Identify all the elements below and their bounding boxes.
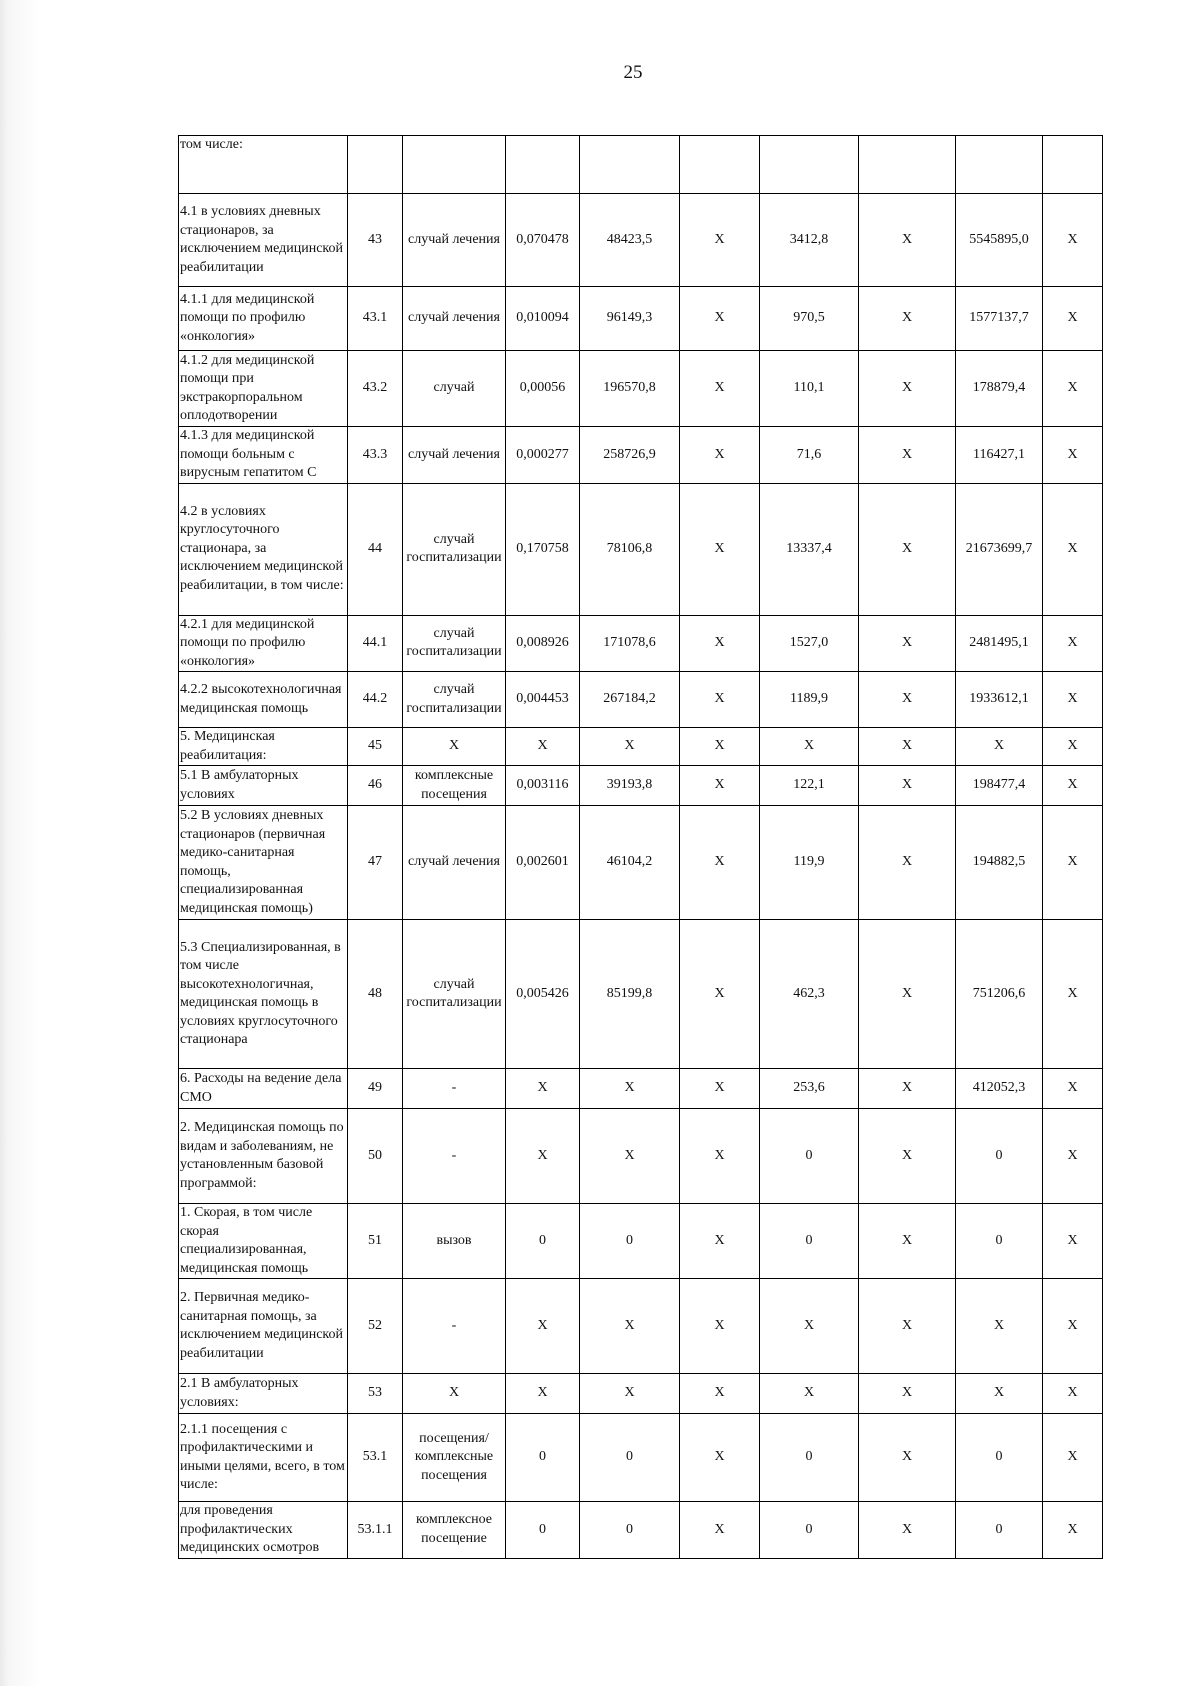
value-cell-9: Х: [1043, 287, 1103, 351]
value-cell-5: Х: [680, 1502, 760, 1559]
value-cell-8: 0: [956, 1502, 1043, 1559]
value-cell-8: 0: [956, 1204, 1043, 1279]
value-cell-6: Х: [760, 1374, 859, 1414]
row-number-cell: 43.3: [348, 427, 403, 484]
value-cell-9: Х: [1043, 1414, 1103, 1502]
unit-cell: случай лечения: [403, 287, 506, 351]
value-cell-7: Х: [859, 1069, 956, 1109]
table-row: [179, 1069, 1103, 1109]
cost-cell: 39193,8: [580, 766, 680, 806]
row-number-cell: 47: [348, 806, 403, 920]
norm-cell: Х: [506, 1374, 580, 1414]
value-cell-9: Х: [1043, 351, 1103, 427]
value-cell-8: 0: [956, 1414, 1043, 1502]
cost-cell: 258726,9: [580, 427, 680, 484]
unit-cell: Х: [403, 1374, 506, 1414]
norm-cell: 0,010094: [506, 287, 580, 351]
table-row: [179, 287, 1103, 351]
value-cell-7: Х: [859, 1374, 956, 1414]
row-name-cell: 5.1 В амбулаторных условиях: [179, 766, 348, 806]
value-cell-5: Х: [680, 920, 760, 1069]
value-cell-9: Х: [1043, 672, 1103, 728]
table-row: [179, 1279, 1103, 1374]
value-cell-5: Х: [680, 615, 760, 672]
value-cell-7: Х: [859, 351, 956, 427]
value-cell-6: 119,9: [760, 806, 859, 920]
value-cell-8: 198477,4: [956, 766, 1043, 806]
value-cell-9: Х: [1043, 483, 1103, 615]
value-cell-9: Х: [1043, 920, 1103, 1069]
value-cell-5: Х: [680, 1374, 760, 1414]
value-cell-7: Х: [859, 1279, 956, 1374]
header-empty-cell: [760, 136, 859, 194]
page-number: 25: [623, 62, 643, 83]
row-number-cell: 53: [348, 1374, 403, 1414]
value-cell-9: Х: [1043, 427, 1103, 484]
row-name-cell: 4.1.2 для медицинской помощи при экстракорпоральном оплодотворении: [179, 351, 348, 427]
row-name-cell: 2. Медицинская помощь по видам и заболеваниям, не установленным базовой программой:: [179, 1109, 348, 1204]
value-cell-9: Х: [1043, 1502, 1103, 1559]
value-cell-7: Х: [859, 287, 956, 351]
table-row: [179, 427, 1103, 484]
row-name-cell: 5. Медицинская реабилитация:: [179, 728, 348, 766]
value-cell-5: Х: [680, 427, 760, 484]
norm-cell: 0,170758: [506, 483, 580, 615]
value-cell-7: Х: [859, 806, 956, 920]
value-cell-5: Х: [680, 1109, 760, 1204]
value-cell-6: 0: [760, 1502, 859, 1559]
header-empty-cell: [403, 136, 506, 194]
row-name-cell: 2. Первичная медико-санитарная помощь, за исключением медицинской реабилитации: [179, 1279, 348, 1374]
value-cell-5: Х: [680, 728, 760, 766]
row-number-cell: 43: [348, 194, 403, 287]
unit-cell: вызов: [403, 1204, 506, 1279]
table-row: [179, 1502, 1103, 1559]
value-cell-9: Х: [1043, 1279, 1103, 1374]
value-cell-6: 1527,0: [760, 615, 859, 672]
value-cell-5: Х: [680, 1204, 760, 1279]
value-cell-5: Х: [680, 483, 760, 615]
norm-cell: Х: [506, 1279, 580, 1374]
norm-cell: Х: [506, 1069, 580, 1109]
value-cell-9: Х: [1043, 766, 1103, 806]
value-cell-6: 3412,8: [760, 194, 859, 287]
value-cell-5: Х: [680, 1414, 760, 1502]
cost-cell: 171078,6: [580, 615, 680, 672]
value-cell-6: Х: [760, 1279, 859, 1374]
unit-cell: -: [403, 1069, 506, 1109]
cost-cell: 78106,8: [580, 483, 680, 615]
value-cell-6: 71,6: [760, 427, 859, 484]
table-row: [179, 615, 1103, 672]
cost-cell: Х: [580, 1109, 680, 1204]
value-cell-7: Х: [859, 672, 956, 728]
header-empty-cell: [956, 136, 1043, 194]
value-cell-7: Х: [859, 1109, 956, 1204]
value-cell-6: 0: [760, 1109, 859, 1204]
row-number-cell: 44: [348, 483, 403, 615]
unit-cell: случай госпитализации: [403, 615, 506, 672]
value-cell-8: Х: [956, 728, 1043, 766]
row-name-cell: 4.1.1 для медицинской помощи по профилю «онкология»: [179, 287, 348, 351]
row-number-cell: 46: [348, 766, 403, 806]
value-cell-7: Х: [859, 1414, 956, 1502]
header-empty-cell: [348, 136, 403, 194]
value-cell-8: 116427,1: [956, 427, 1043, 484]
value-cell-9: Х: [1043, 1069, 1103, 1109]
value-cell-5: Х: [680, 194, 760, 287]
value-cell-8: 0: [956, 1109, 1043, 1204]
row-name-cell: 5.3 Специализированная, в том числе высокотехнологичная, медицинская помощь в условиях круглосуточного стационара: [179, 920, 348, 1069]
row-name-cell: 4.2.1 для медицинской помощи по профилю «онкология»: [179, 615, 348, 672]
table-row: [179, 1414, 1103, 1502]
value-cell-6: 0: [760, 1204, 859, 1279]
value-cell-8: 21673699,7: [956, 483, 1043, 615]
value-cell-8: 1577137,7: [956, 287, 1043, 351]
row-number-cell: 53.1: [348, 1414, 403, 1502]
row-name-cell: 2.1.1 посещения с профилактическими и иными целями, всего, в том числе:: [179, 1414, 348, 1502]
cost-cell: 46104,2: [580, 806, 680, 920]
value-cell-8: Х: [956, 1374, 1043, 1414]
norm-cell: 0: [506, 1502, 580, 1559]
value-cell-5: Х: [680, 351, 760, 427]
value-cell-7: Х: [859, 728, 956, 766]
row-name-cell: 6. Расходы на ведение дела СМО: [179, 1069, 348, 1109]
norm-cell: 0,002601: [506, 806, 580, 920]
value-cell-6: 253,6: [760, 1069, 859, 1109]
cost-cell: Х: [580, 1069, 680, 1109]
value-cell-5: Х: [680, 806, 760, 920]
header-empty-cell: [1043, 136, 1103, 194]
row-name-cell: 2.1 В амбулаторных условиях:: [179, 1374, 348, 1414]
row-number-cell: 49: [348, 1069, 403, 1109]
value-cell-8: Х: [956, 1279, 1043, 1374]
row-name-cell: 4.2 в условиях круглосуточного стационара, за исключением медицинской реабилитации, в том числе:: [179, 483, 348, 615]
table-row: [179, 728, 1103, 766]
value-cell-7: Х: [859, 1502, 956, 1559]
unit-cell: комплексное посещение: [403, 1502, 506, 1559]
row-number-cell: 53.1.1: [348, 1502, 403, 1559]
norm-cell: 0,004453: [506, 672, 580, 728]
value-cell-7: Х: [859, 194, 956, 287]
norm-cell: Х: [506, 1109, 580, 1204]
table-row: [179, 920, 1103, 1069]
value-cell-8: 412052,3: [956, 1069, 1043, 1109]
value-cell-5: Х: [680, 1069, 760, 1109]
header-empty-cell: [680, 136, 760, 194]
cost-cell: 196570,8: [580, 351, 680, 427]
cost-cell: Х: [580, 1374, 680, 1414]
unit-cell: -: [403, 1279, 506, 1374]
unit-cell: комплексные посещения: [403, 766, 506, 806]
unit-cell: случай лечения: [403, 194, 506, 287]
row-number-cell: 43.1: [348, 287, 403, 351]
row-number-cell: 43.2: [348, 351, 403, 427]
norm-cell: 0,005426: [506, 920, 580, 1069]
value-cell-6: 110,1: [760, 351, 859, 427]
value-cell-8: 194882,5: [956, 806, 1043, 920]
row-name-cell: 1. Скорая, в том числе скорая специализированная, медицинская помощь: [179, 1204, 348, 1279]
scan-edge-shadow: [0, 0, 40, 1686]
value-cell-5: Х: [680, 287, 760, 351]
value-cell-8: 5545895,0: [956, 194, 1043, 287]
cost-cell: Х: [580, 1279, 680, 1374]
table-row: [179, 1204, 1103, 1279]
value-cell-7: Х: [859, 1204, 956, 1279]
norm-cell: 0: [506, 1414, 580, 1502]
cost-cell: 0: [580, 1204, 680, 1279]
row-number-cell: 48: [348, 920, 403, 1069]
value-cell-7: Х: [859, 766, 956, 806]
table-row: [179, 1374, 1103, 1414]
row-number-cell: 44.2: [348, 672, 403, 728]
unit-cell: случай госпитализации: [403, 483, 506, 615]
cost-cell: 96149,3: [580, 287, 680, 351]
value-cell-6: 0: [760, 1414, 859, 1502]
value-cell-9: Х: [1043, 1109, 1103, 1204]
norm-cell: 0: [506, 1204, 580, 1279]
value-cell-7: Х: [859, 483, 956, 615]
value-cell-5: Х: [680, 766, 760, 806]
value-cell-9: Х: [1043, 615, 1103, 672]
norm-cell: 0,008926: [506, 615, 580, 672]
norm-cell: 0,000277: [506, 427, 580, 484]
cost-cell: 267184,2: [580, 672, 680, 728]
value-cell-9: Х: [1043, 1374, 1103, 1414]
row-number-cell: 50: [348, 1109, 403, 1204]
header-empty-cell: [859, 136, 956, 194]
value-cell-9: Х: [1043, 1204, 1103, 1279]
value-cell-6: 122,1: [760, 766, 859, 806]
unit-cell: случай госпитализации: [403, 672, 506, 728]
table-row: [179, 1109, 1103, 1204]
value-cell-6: 970,5: [760, 287, 859, 351]
value-cell-9: Х: [1043, 806, 1103, 920]
row-name-cell: 4.1.3 для медицинской помощи больным с вирусным гепатитом С: [179, 427, 348, 484]
cost-cell: 85199,8: [580, 920, 680, 1069]
value-cell-5: Х: [680, 1279, 760, 1374]
table-header-row: [179, 136, 1103, 194]
table-row: [179, 483, 1103, 615]
header-cell: том числе:: [179, 136, 348, 194]
header-empty-cell: [506, 136, 580, 194]
cost-cell: 0: [580, 1414, 680, 1502]
tariff-table: [178, 135, 1103, 1559]
row-number-cell: 52: [348, 1279, 403, 1374]
cost-cell: Х: [580, 728, 680, 766]
unit-cell: случай лечения: [403, 427, 506, 484]
value-cell-8: 178879,4: [956, 351, 1043, 427]
unit-cell: посещения/комплексные посещения: [403, 1414, 506, 1502]
value-cell-5: Х: [680, 672, 760, 728]
row-number-cell: 45: [348, 728, 403, 766]
value-cell-8: 1933612,1: [956, 672, 1043, 728]
unit-cell: случай: [403, 351, 506, 427]
value-cell-9: Х: [1043, 194, 1103, 287]
table-row: [179, 194, 1103, 287]
row-name-cell: 4.1 в условиях дневных стационаров, за исключением медицинской реабилитации: [179, 194, 348, 287]
norm-cell: Х: [506, 728, 580, 766]
unit-cell: Х: [403, 728, 506, 766]
value-cell-7: Х: [859, 427, 956, 484]
unit-cell: -: [403, 1109, 506, 1204]
unit-cell: случай лечения: [403, 806, 506, 920]
value-cell-6: 1189,9: [760, 672, 859, 728]
row-name-cell: 4.2.2 высокотехнологичная медицинская помощь: [179, 672, 348, 728]
row-number-cell: 51: [348, 1204, 403, 1279]
cost-cell: 48423,5: [580, 194, 680, 287]
value-cell-7: Х: [859, 920, 956, 1069]
table-row: [179, 672, 1103, 728]
table-row: [179, 806, 1103, 920]
table-row: [179, 351, 1103, 427]
unit-cell: случай госпитализации: [403, 920, 506, 1069]
value-cell-8: 2481495,1: [956, 615, 1043, 672]
norm-cell: 0,070478: [506, 194, 580, 287]
norm-cell: 0,003116: [506, 766, 580, 806]
row-name-cell: 5.2 В условиях дневных стационаров (первичная медико-санитарная помощь, специализированная медицинская помощь): [179, 806, 348, 920]
value-cell-6: Х: [760, 728, 859, 766]
value-cell-7: Х: [859, 615, 956, 672]
value-cell-6: 13337,4: [760, 483, 859, 615]
cost-cell: 0: [580, 1502, 680, 1559]
row-number-cell: 44.1: [348, 615, 403, 672]
row-name-cell: для проведения профилактических медицинских осмотров: [179, 1502, 348, 1559]
header-empty-cell: [580, 136, 680, 194]
norm-cell: 0,00056: [506, 351, 580, 427]
value-cell-6: 462,3: [760, 920, 859, 1069]
value-cell-8: 751206,6: [956, 920, 1043, 1069]
table-row: [179, 766, 1103, 806]
value-cell-9: Х: [1043, 728, 1103, 766]
